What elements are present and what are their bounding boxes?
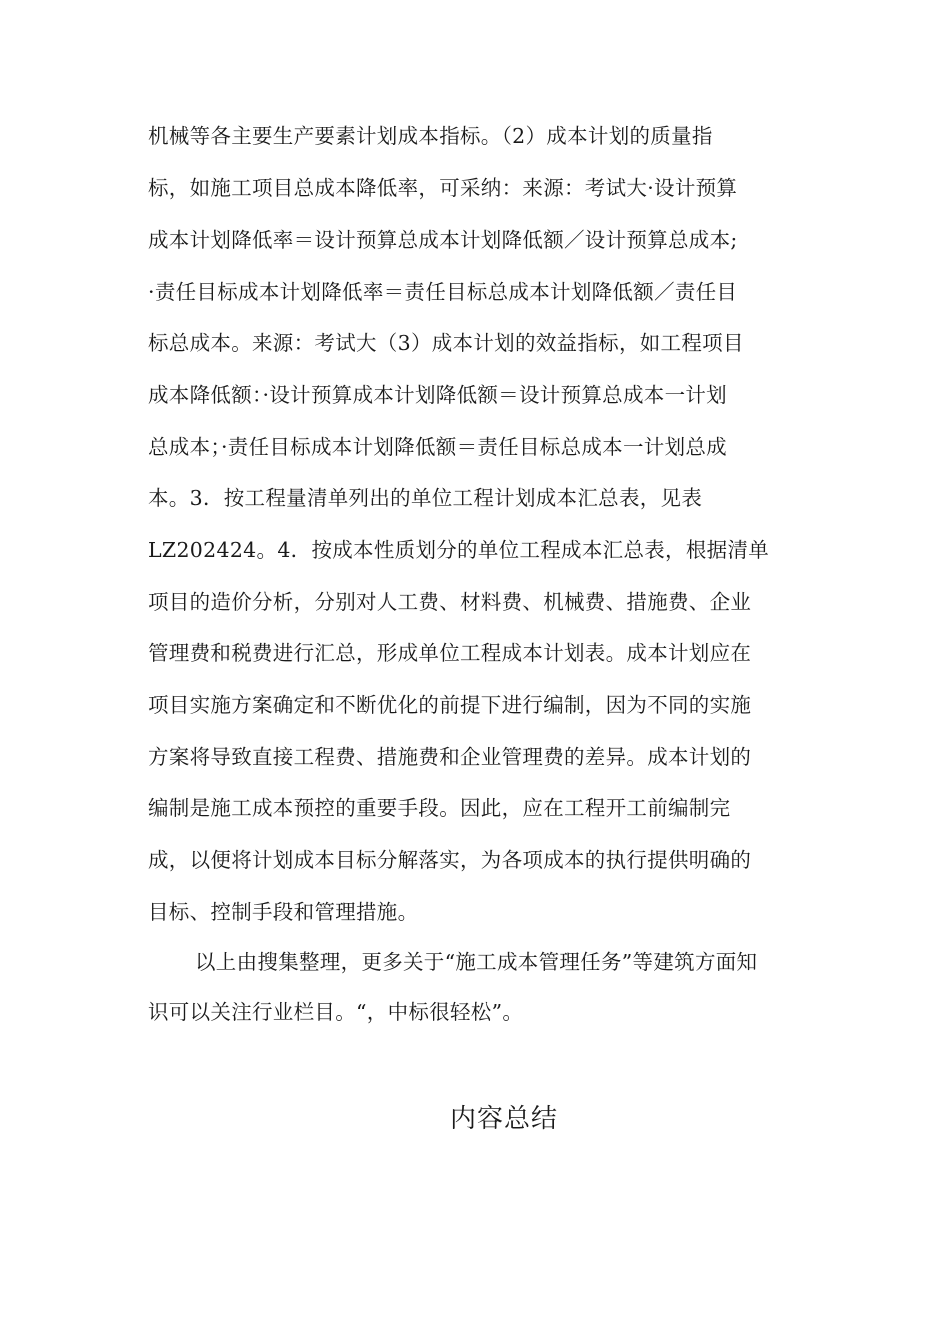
paragraph-line: 方案将导致直接工程费、措施费和企业管理费的差异。成本计划的 <box>148 745 752 769</box>
paragraph-line: 识可以关注行业栏目。“，中标很轻松”。 <box>148 1000 524 1024</box>
paragraph-line: 成本降低额：·设计预算成本计划降低额＝设计预算总成本一计划 <box>148 383 727 407</box>
paragraph-line: 机械等各主要生产要素计划成本指标。（2）成本计划的质量指 <box>148 124 713 148</box>
paragraph-line: 标总成本。来源：考试大（3）成本计划的效益指标，如工程项目 <box>148 331 744 355</box>
section-heading: 内容总结 <box>449 1104 558 1134</box>
paragraph-line: 项目实施方案确定和不断优化的前提下进行编制，因为不同的实施 <box>148 693 752 717</box>
paragraph-line: 以上由搜集整理，更多关于“施工成本管理任务”等建筑方面知 <box>195 950 758 974</box>
paragraph-line: 编制是施工成本预控的重要手段。因此，应在工程开工前编制完 <box>148 796 731 820</box>
paragraph-line: 管理费和税费进行汇总，形成单位工程成本计划表。成本计划应在 <box>148 641 752 665</box>
paragraph-line: 标，如施工项目总成本降低率，可采纳：来源：考试大·设计预算 <box>148 176 738 200</box>
paragraph-line: 成，以便将计划成本目标分解落实，为各项成本的执行提供明确的 <box>148 848 752 872</box>
paragraph-line: 成本计划降低率＝设计预算总成本计划降低额／设计预算总成本; <box>148 228 738 252</box>
paragraph-line: 本。3．按工程量清单列出的单位工程计划成本汇总表，见表 <box>148 486 703 510</box>
paragraph-line: 总成本；·责任目标成本计划降低额＝责任目标总成本一计划总成 <box>148 435 727 459</box>
paragraph-line: LZ202424。4．按成本性质划分的单位工程成本汇总表，根据清单 <box>148 538 770 562</box>
paragraph-line: 项目的造价分析，分别对人工费、材料费、机械费、措施费、企业 <box>148 590 752 614</box>
paragraph-line: 目标、控制手段和管理措施。 <box>148 900 419 924</box>
paragraph-line: ·责任目标成本计划降低率＝责任目标总成本计划降低额／责任目 <box>148 280 738 304</box>
